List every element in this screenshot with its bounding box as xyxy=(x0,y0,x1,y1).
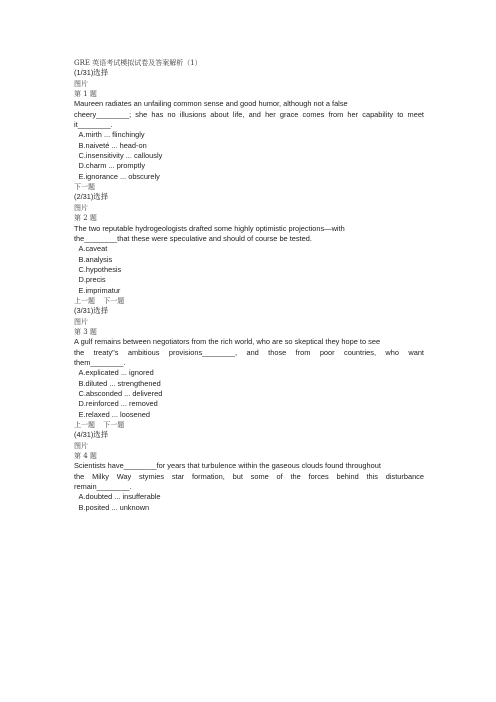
answer-option-e[interactable]: E.relaxed ... loosened xyxy=(78,409,150,419)
question-stem-line: the Milky Way stymies star formation, but some of the forces behind this disturbance xyxy=(74,471,424,481)
answer-option-c[interactable]: C.insensitivity ... callously xyxy=(78,151,163,161)
answer-option-d[interactable]: D.precis xyxy=(78,275,106,285)
document-page xyxy=(74,58,424,513)
answer-option-a[interactable]: A.doubted ... insufferable xyxy=(78,492,161,502)
question-stem-line: cheery________; she has no illusions about life, and her grace comes from her capability to meet xyxy=(74,109,424,119)
next-question-link[interactable]: 下一题 xyxy=(74,183,95,192)
question-stem-line: them________. xyxy=(74,357,126,367)
image-label: 图片 xyxy=(74,79,88,88)
question-stem-line: The two reputable hydrogeologists drafted some highly optimistic projections—with xyxy=(74,223,345,233)
answer-option-d[interactable]: D.reinforced ... removed xyxy=(78,399,158,409)
question-stem-line: Maureen radiates an unfailing common sense and good humor, although not a false xyxy=(74,99,348,109)
image-label: 图片 xyxy=(74,441,88,450)
image-label: 图片 xyxy=(74,203,88,212)
previous-question-link[interactable]: 上一题 xyxy=(74,296,95,305)
previous-question-link[interactable]: 上一题 xyxy=(74,421,95,430)
answer-option-a[interactable]: A.mirth ... flinchingly xyxy=(78,130,145,140)
answer-option-c[interactable]: C.hypothesis xyxy=(78,264,122,274)
question-stem-line: remain________. xyxy=(74,482,132,492)
answer-option-b[interactable]: B.diluted ... strengthened xyxy=(78,378,161,388)
question-1 xyxy=(74,68,424,192)
question-nav xyxy=(74,182,424,192)
answer-option-b[interactable]: B.posited ... unknown xyxy=(78,502,150,512)
question-number: 第 4 题 xyxy=(74,452,97,461)
answer-option-b[interactable]: B.naiveté ... head-on xyxy=(78,140,147,150)
question-stem-line: it________. xyxy=(74,120,113,130)
question-2 xyxy=(74,192,424,306)
question-stem-line: Scientists have________for years that turbulence within the gaseous clouds found throughout xyxy=(74,461,381,471)
answer-option-e[interactable]: E.ignorance ... obscurely xyxy=(78,171,160,181)
answer-option-e[interactable]: E.imprimatur xyxy=(78,285,121,295)
document-title: GRE 英语考试模拟试卷及答案解析（1） xyxy=(74,59,202,67)
question-number: 第 3 题 xyxy=(74,327,97,336)
answer-option-c[interactable]: C.absconded ... delivered xyxy=(78,389,163,398)
question-counter: (1/31)选择 xyxy=(74,68,109,78)
question-counter: (4/31)选择 xyxy=(74,430,109,440)
answer-option-d[interactable]: D.charm ... promptly xyxy=(78,161,146,171)
question-4 xyxy=(74,430,424,513)
question-counter: (2/31)选择 xyxy=(74,192,109,202)
image-label: 图片 xyxy=(74,317,88,326)
question-stem-line: A gulf remains between negotiators from the rich world, who are so skeptical they hope to see xyxy=(74,337,381,347)
next-question-link[interactable]: 下一题 xyxy=(103,421,125,430)
answer-option-b[interactable]: B.analysis xyxy=(78,254,113,264)
question-3 xyxy=(74,306,424,430)
next-question-link[interactable]: 下一题 xyxy=(103,296,125,305)
question-stem-line: the treaty"s ambitious provisions________, and those from poor countries, who want xyxy=(74,347,424,357)
question-stem-line: the________that these were speculative and should of course be tested. xyxy=(74,233,312,243)
question-number: 第 2 题 xyxy=(74,214,97,223)
question-number: 第 1 题 xyxy=(74,90,97,99)
question-counter: (3/31)选择 xyxy=(74,306,109,316)
answer-option-a[interactable]: A.caveat xyxy=(78,244,108,254)
answer-option-a[interactable]: A.explicated ... ignored xyxy=(78,368,154,378)
question-nav xyxy=(74,296,424,306)
question-nav xyxy=(74,420,424,430)
